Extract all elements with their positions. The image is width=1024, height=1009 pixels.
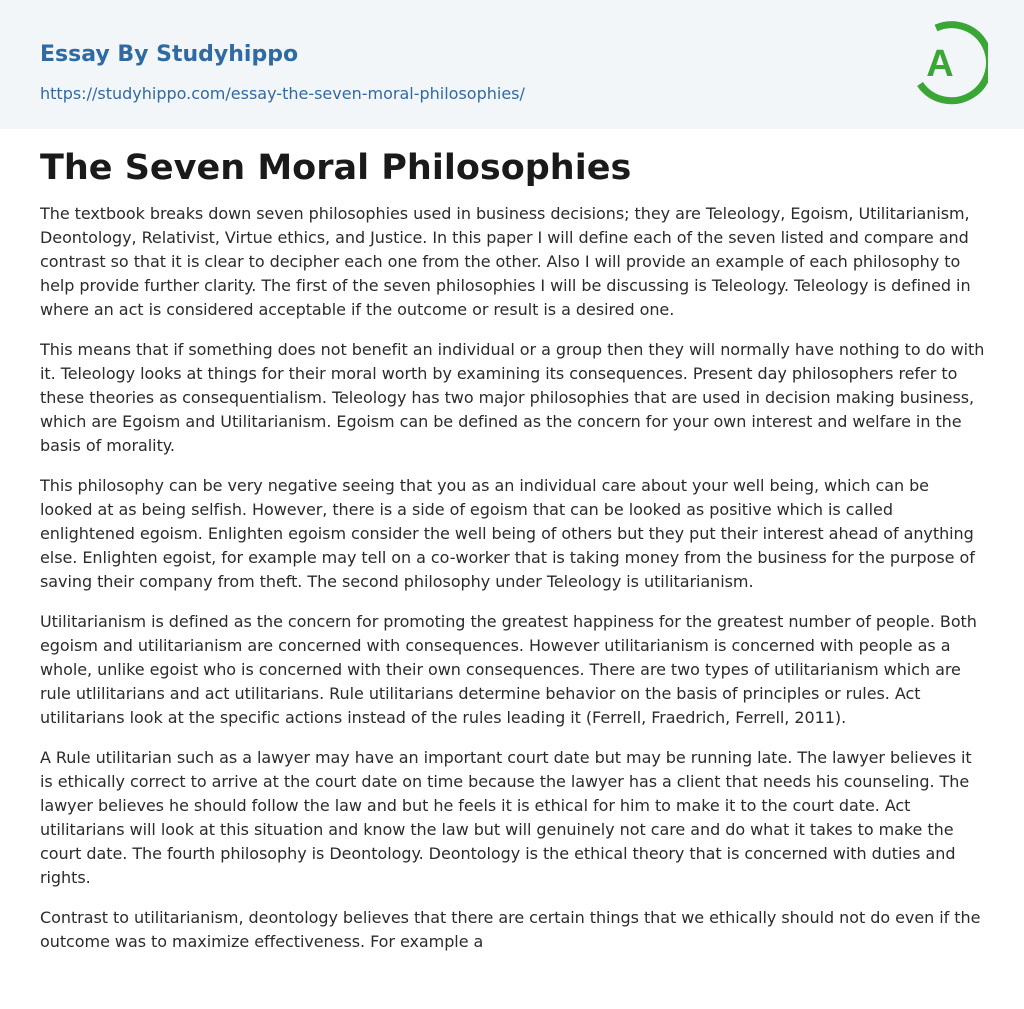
paragraph: Contrast to utilitarianism, deontology believes that there are certain things that we ethically should not do even if the outcome was to maximize effectiveness. For example a xyxy=(40,908,981,951)
article-body xyxy=(40,202,985,970)
essay-url-link[interactable]: https://studyhippo.com/essay-the-seven-moral-philosophies/ xyxy=(40,84,525,103)
site-brand[interactable]: Essay By Studyhippo xyxy=(40,42,299,67)
paragraph: This philosophy can be very negative seeing that you as an individual care about your well being, which can be looked at as being selfish. However, there is a side of egoism that can be looked as positive which is called enlightened egoism. Enlighten egoism consider the well being of others but they put their interest ahead of anything else. Enlighten egoist, for example may tell on a co-worker that is taking money from the business for the purpose of saving their company from theft. The second philosophy under Teleology is utilitarianism. xyxy=(40,476,975,591)
paragraph: The textbook breaks down seven philosophies used in business decisions; they are Teleology, Egoism, Utilitarianism, Deontology, Relativist, Virtue ethics, and Justice. In this paper I will define each of the seven listed and compare and contrast so that it is clear to decipher each one from the other. Also I will provide an example of each philosophy to help provide further clarity. The first of the seven philosophies I will be discussing is Teleology. Teleology is defined in where an act is considered acceptable if the outcome or result is a desired one. xyxy=(40,204,971,319)
page-title: The Seven Moral Philosophies xyxy=(40,148,632,188)
paragraph: Utilitarianism is defined as the concern for promoting the greatest happiness for the greatest number of people. Both egoism and utilitarianism are concerned with consequences. However utilitarianism is concerned with people as a whole, unlike egoist who is concerned with their own consequences. There are two types of utilitarianism which are rule utlilitarians and act utilitarians. Rule utilitarians determine behavior on the basis of principles or rules. Act utilitarians look at the specific actions instead of the rules leading it (Ferrell, Fraedrich, Ferrell, 2011). xyxy=(40,612,977,727)
studyhippo-logo-icon[interactable] xyxy=(910,18,988,108)
logo-letter: A xyxy=(926,43,954,85)
paragraph: This means that if something does not benefit an individual or a group then they will normally have nothing to do with it. Teleology looks at things for their moral worth by examining its consequences. Present day philosophers refer to these theories as consequentialism. Teleology has two major philosophies that are used in decision making business, which are Egoism and Utilitarianism. Egoism can be defined as the concern for your own interest and welfare in the basis of morality. xyxy=(40,340,985,455)
paragraph: A Rule utilitarian such as a lawyer may have an important court date but may be running late. The lawyer believes it is ethically correct to arrive at the court date on time because the lawyer has a client that needs his counseling. The lawyer believes he should follow the law and but he feels it is ethical for him to make it to the court date. Act utilitarians will look at this situation and know the law but will genuinely not care and do what it takes to make the court date. The fourth philosophy is Deontology. Deontology is the ethical theory that is concerned with duties and rights. xyxy=(40,748,972,887)
